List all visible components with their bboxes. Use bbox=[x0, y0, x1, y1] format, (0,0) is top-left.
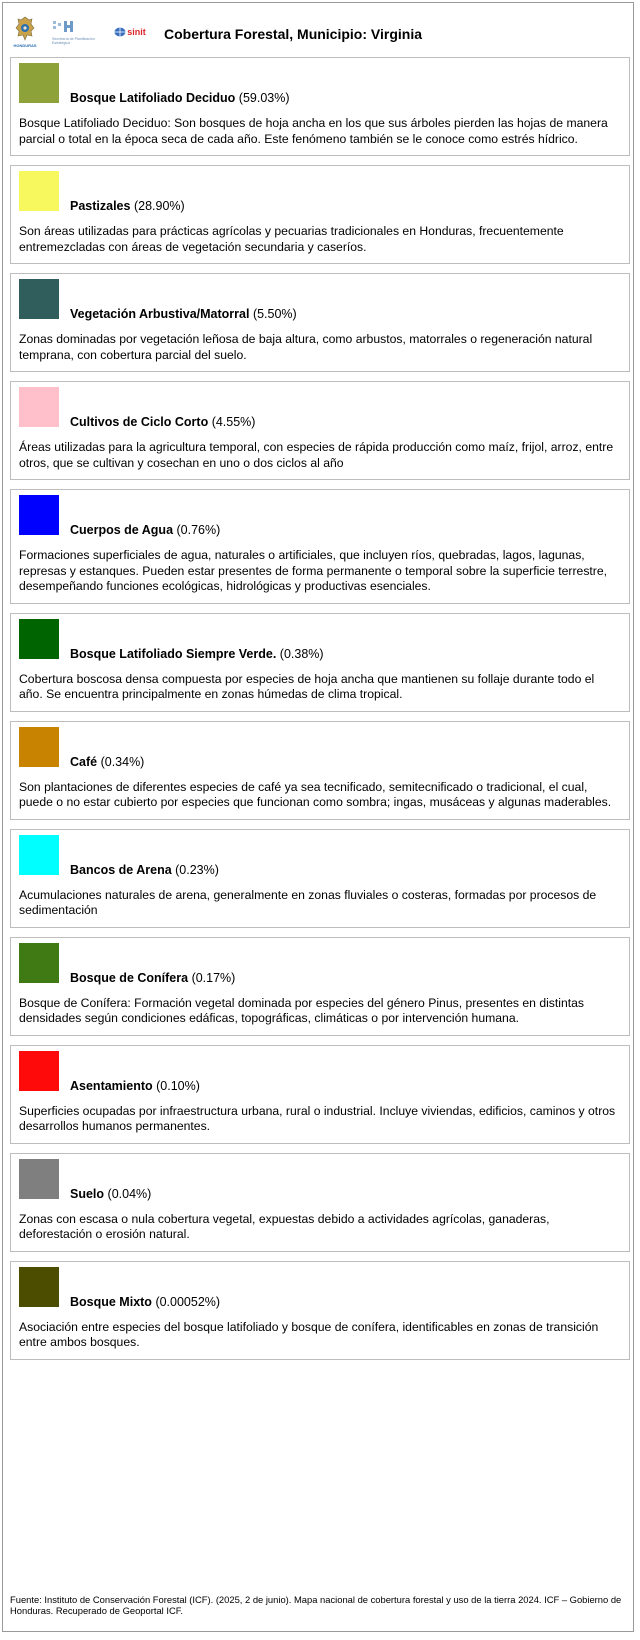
sinit-globe-icon bbox=[114, 27, 126, 37]
color-swatch bbox=[19, 727, 59, 767]
category-header bbox=[19, 387, 621, 427]
category-card bbox=[10, 829, 630, 928]
color-swatch bbox=[19, 495, 59, 535]
category-header bbox=[19, 171, 621, 211]
logo-strip bbox=[8, 13, 150, 51]
category-card bbox=[10, 937, 630, 1036]
category-title bbox=[70, 415, 255, 429]
category-name: Bosque de Conífera bbox=[70, 970, 189, 985]
category-percent: (0.38%) bbox=[279, 646, 324, 661]
category-name: Vegetación Arbustiva/Matorral bbox=[70, 307, 250, 321]
category-card bbox=[10, 273, 630, 372]
category-description: Cobertura boscosa densa compuesta por especies de hoja ancha que mantienen su follaje durante todo el año. Se encuentra principalmente en zonas húmedas de clima tropical. bbox=[19, 671, 595, 701]
category-description: Son plantaciones de diferentes especies de café ya sea tecnificado, semitecnificado o tradicional, el cual, puede o no estar cubierto por especies que funcionan como sombra; ingas, musáceas y algunas maderables. bbox=[19, 779, 612, 809]
category-card bbox=[10, 721, 630, 820]
sinit-logo-caption: sinit bbox=[127, 27, 146, 37]
category-percent: (59.03%) bbox=[238, 91, 290, 105]
category-percent: (0.10%) bbox=[156, 1078, 200, 1093]
category-description: Bosque Latifoliado Deciduo: Son bosques de hoja ancha en los que sus árboles pierden las hojas de manera parcial o total en la época seca de cada año. Este fenómeno también se le conoce como estrés hídrico. bbox=[19, 116, 608, 146]
category-description: Bosque de Conífera: Formación vegetal dominada por especies del género Pinus, presentes en distintas densidades según condiciones edáficas, topográficas, climáticas o por intervención humana. bbox=[19, 995, 585, 1025]
sep-logo bbox=[52, 13, 100, 51]
category-title bbox=[70, 91, 290, 105]
category-header bbox=[19, 835, 621, 875]
category-percent: (4.55%) bbox=[211, 415, 256, 429]
category-title bbox=[70, 1079, 200, 1093]
honduras-emblem-icon bbox=[14, 16, 36, 42]
category-title bbox=[70, 863, 219, 877]
category-name: Bosque Latifoliado Deciduo bbox=[70, 91, 236, 105]
category-name: Bancos de Arena bbox=[70, 862, 172, 877]
sinit-logo bbox=[110, 13, 150, 51]
category-name: Bosque Mixto bbox=[70, 1294, 152, 1309]
category-title bbox=[70, 755, 144, 769]
color-swatch bbox=[19, 1267, 59, 1307]
category-card bbox=[10, 57, 630, 156]
category-description: Zonas dominadas por vegetación leñosa de baja altura, como arbustos, matorrales o regeneración natural temprana, con cobertura parcial del suelo. bbox=[19, 332, 593, 362]
header bbox=[8, 10, 422, 54]
category-card bbox=[10, 1045, 630, 1144]
category-percent: (0.04%) bbox=[107, 1186, 152, 1201]
color-swatch bbox=[19, 279, 59, 319]
color-swatch bbox=[19, 1051, 59, 1091]
category-percent: (0.17%) bbox=[191, 970, 236, 985]
category-percent: (0.00052%) bbox=[155, 1294, 221, 1309]
category-card bbox=[10, 381, 630, 480]
category-description: Superficies ocupadas por infraestructura urbana, rural o industrial. Incluye viviendas, edificios, caminos y otros desarrollos humanos permanentes. bbox=[19, 1103, 616, 1133]
sep-mark-icon bbox=[52, 19, 74, 35]
color-swatch bbox=[19, 387, 59, 427]
category-description: Son áreas utilizadas para prácticas agrícolas y pecuarias tradicionales en Honduras, frecuentemente entremezcladas con áreas de vegetación secundaria y caseríos. bbox=[19, 224, 564, 254]
category-header bbox=[19, 619, 621, 659]
category-header bbox=[19, 1267, 621, 1307]
category-header bbox=[19, 1159, 621, 1199]
category-description: Formaciones superficiales de agua, naturales o artificiales, que incluyen ríos, quebradas, lagos, lagunas, represas y estanques. Pueden estar presentes de forma permanente o temporal sobre la superficie terrestre, desempeñando funciones ecológicas, hidrológicas y productivas esenciales. bbox=[19, 548, 608, 593]
category-header bbox=[19, 279, 621, 319]
category-header bbox=[19, 1051, 621, 1091]
color-swatch bbox=[19, 1159, 59, 1199]
category-percent: (0.23%) bbox=[175, 862, 219, 877]
category-card bbox=[10, 489, 630, 604]
honduras-logo-caption: HONDURAS bbox=[13, 43, 37, 48]
category-name: Cuerpos de Agua bbox=[70, 523, 174, 537]
color-swatch bbox=[19, 171, 59, 211]
category-card bbox=[10, 1261, 630, 1360]
page-title: Cobertura Forestal, Municipio: Virginia bbox=[164, 26, 422, 42]
category-header bbox=[19, 63, 621, 103]
category-card bbox=[10, 1153, 630, 1252]
category-name: Cultivos de Ciclo Corto bbox=[70, 415, 209, 429]
category-header bbox=[19, 943, 621, 983]
category-header bbox=[19, 727, 621, 767]
category-title bbox=[70, 307, 297, 321]
category-percent: (5.50%) bbox=[252, 307, 297, 321]
category-name: Pastizales bbox=[70, 199, 131, 213]
sep-logo-caption: Secretaría de Planificación Estratégica bbox=[52, 37, 95, 45]
category-title bbox=[70, 1187, 151, 1201]
category-description: Acumulaciones naturales de arena, generalmente en zonas fluviales o costeras, formadas por procesos de sedimentación bbox=[19, 887, 597, 917]
category-percent: (0.34%) bbox=[100, 754, 145, 769]
category-card bbox=[10, 613, 630, 712]
category-description: Áreas utilizadas para la agricultura temporal, con especies de rápida producción como maíz, frijol, arroz, entre otros, que se cultivan y cosechan en uno o dos ciclos al año bbox=[19, 440, 614, 470]
category-title bbox=[70, 523, 220, 537]
category-percent: (28.90%) bbox=[133, 199, 185, 213]
category-name: Bosque Latifoliado Siempre Verde. bbox=[70, 646, 277, 661]
color-swatch bbox=[19, 943, 59, 983]
category-name: Asentamiento bbox=[70, 1078, 153, 1093]
color-swatch bbox=[19, 835, 59, 875]
category-description: Asociación entre especies del bosque latifoliado y bosque de conífera, identificables en zonas de transición entre ambos bosques. bbox=[19, 1319, 599, 1349]
category-name: Suelo bbox=[70, 1186, 105, 1201]
category-list bbox=[10, 57, 630, 1369]
category-title bbox=[70, 199, 185, 213]
color-swatch bbox=[19, 619, 59, 659]
category-percent: (0.76%) bbox=[176, 523, 221, 537]
category-name: Café bbox=[70, 754, 98, 769]
category-title bbox=[70, 971, 235, 985]
category-title bbox=[70, 647, 324, 661]
category-card bbox=[10, 165, 630, 264]
category-title bbox=[70, 1295, 220, 1309]
honduras-logo bbox=[8, 13, 42, 51]
category-description: Zonas con escasa o nula cobertura vegetal, expuestas debido a actividades agrícolas, ganaderas, deforestación o erosión natural. bbox=[19, 1211, 550, 1241]
source-note: Fuente: Instituto de Conservación Forestal (ICF). (2025, 2 de junio). Mapa nacional de cobertura forestal y uso de la tierra 2024. ICF – Gobierno de Honduras. Recuperado de Geoportal ICF. bbox=[10, 1594, 622, 1616]
color-swatch bbox=[19, 63, 59, 103]
category-header bbox=[19, 495, 621, 535]
